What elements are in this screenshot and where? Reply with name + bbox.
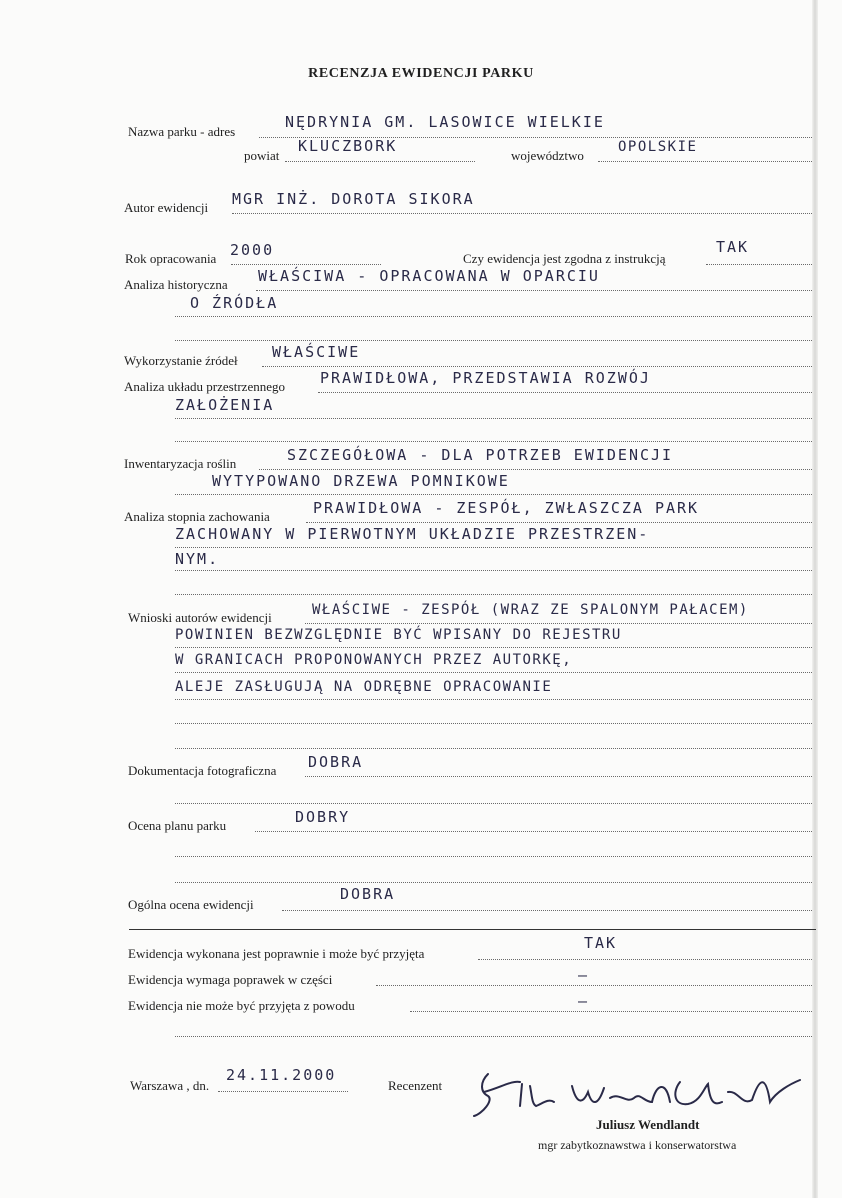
- page-binding-edge: [812, 0, 818, 1198]
- overall-rating-value: DOBRA: [340, 885, 396, 903]
- rejected-line-2: [175, 1036, 812, 1037]
- compliance-label: Czy ewidencja jest zgodna z instrukcją: [463, 251, 666, 266]
- plants-inventory-value-2: WYTYPOWANO DRZEWA POMNIKOWE: [212, 472, 510, 490]
- preservation-analysis-line-3: [175, 570, 812, 571]
- history-analysis-value-2: O ŹRÓDŁA: [190, 294, 279, 312]
- spatial-analysis-line-3: [175, 441, 812, 442]
- plants-inventory-label: Inwentaryzacja roślin: [124, 456, 237, 471]
- spatial-analysis-value-2: ZAŁOŻENIA: [175, 396, 275, 414]
- conclusions-line-3: [175, 672, 812, 673]
- plants-inventory-value-1: SZCZEGÓŁOWA - DLA POTRZEB EWIDENCJI: [287, 446, 674, 464]
- photo-docs-label: Dokumentacja fotograficzna: [128, 763, 277, 778]
- accepted-line: [478, 959, 812, 960]
- handwritten-signature: [460, 1062, 810, 1122]
- place-date-label: Warszawa , dn.: [130, 1078, 210, 1093]
- conclusions-value-4: ALEJE ZASŁUGUJĄ NA ODRĘBNE OPRACOWANIE: [175, 679, 553, 695]
- history-analysis-line-2: [175, 316, 812, 317]
- conclusions-label: Wnioski autorów ewidencji: [128, 610, 272, 625]
- history-analysis-line-1: [256, 290, 812, 291]
- photo-docs-line: [305, 776, 812, 777]
- sources-usage-value: WŁAŚCIWE: [272, 343, 361, 361]
- section-divider: [129, 929, 816, 930]
- author-line: [232, 213, 812, 214]
- history-analysis-label: Analiza historyczna: [124, 277, 228, 292]
- photo-docs-line-2: [175, 803, 812, 804]
- preservation-analysis-line-1: [306, 522, 812, 523]
- reviewer-title: mgr zabytkoznawstwa i konserwatorstwa: [538, 1138, 737, 1152]
- park-name-value: NĘDRYNIA GM. LASOWICE WIELKIE: [285, 113, 605, 131]
- spatial-analysis-value-1: PRAWIDŁOWA, PRZEDSTAWIA ROZWÓJ: [320, 369, 651, 387]
- accepted-label: Ewidencja wykonana jest poprawnie i może być przyjęta: [128, 946, 425, 961]
- accepted-value: TAK: [584, 934, 618, 952]
- overall-rating-label: Ogólna ocena ewidencji: [128, 897, 254, 912]
- plan-rating-line-3: [175, 882, 812, 883]
- plan-rating-label: Ocena planu parku: [128, 818, 227, 833]
- conclusions-line-1: [305, 623, 812, 624]
- plan-rating-line: [255, 831, 812, 832]
- park-name-label: Nazwa parku - adres: [128, 124, 236, 139]
- corrections-line: [376, 985, 812, 986]
- preservation-analysis-line-4: [175, 594, 812, 595]
- spatial-analysis-line-2: [175, 418, 812, 419]
- preservation-analysis-value-1: PRAWIDŁOWA - ZESPÓŁ, ZWŁASZCZA PARK: [313, 499, 700, 517]
- author-value: MGR INŻ. DOROTA SIKORA: [232, 190, 475, 208]
- conclusions-value-2: POWINIEN BEZWZGLĘDNIE BYĆ WPISANY DO REJESTRU: [175, 627, 622, 643]
- compliance-value: TAK: [716, 238, 750, 256]
- plan-rating-line-2: [175, 856, 812, 857]
- form-title: RECENZJA EWIDENCJI PARKU: [308, 66, 534, 81]
- year-value: 2000: [230, 241, 275, 259]
- conclusions-value-1: WŁAŚCIWE - ZESPÓŁ (WRAZ ZE SPALONYM PAŁACEM): [312, 602, 749, 618]
- date-value: 24.11.2000: [226, 1066, 337, 1084]
- conclusions-line-5: [175, 723, 812, 724]
- history-analysis-value-1: WŁAŚCIWA - OPRACOWANA W OPARCIU: [258, 267, 600, 285]
- voivodeship-label: województwo: [511, 148, 584, 163]
- conclusions-value-3: W GRANICACH PROPONOWANYCH PRZEZ AUTORKĘ,: [175, 652, 573, 668]
- plants-inventory-line-2: [175, 494, 812, 495]
- preservation-analysis-label: Analiza stopnia zachowania: [124, 509, 270, 524]
- rejected-line: [410, 1011, 812, 1012]
- rejected-label: Ewidencja nie może być przyjęta z powodu: [128, 998, 355, 1013]
- county-line: [285, 161, 475, 162]
- reviewer-name: Juliusz Wendlandt: [596, 1117, 700, 1132]
- preservation-analysis-value-2: ZACHOWANY W PIERWOTNYM UKŁADZIE PRZESTRZEN-: [175, 525, 650, 543]
- photo-docs-value: DOBRA: [308, 753, 364, 771]
- corrections-value: —: [578, 966, 590, 984]
- sources-usage-line: [262, 366, 812, 367]
- county-value: KLUCZBORK: [298, 137, 398, 155]
- conclusions-line-4: [175, 699, 812, 700]
- compliance-line: [706, 264, 812, 265]
- year-line: [231, 264, 381, 265]
- spatial-analysis-label: Analiza układu przestrzennego: [124, 379, 285, 394]
- preservation-analysis-value-3: NYM.: [175, 550, 220, 568]
- overall-rating-line: [282, 910, 812, 911]
- voivodeship-value: OPOLSKIE: [618, 139, 698, 155]
- rejected-value: —: [578, 992, 590, 1010]
- author-label: Autor ewidencji: [124, 200, 209, 215]
- spatial-analysis-line-1: [318, 392, 812, 393]
- plan-rating-value: DOBRY: [295, 808, 351, 826]
- conclusions-line-2: [175, 647, 812, 648]
- corrections-label: Ewidencja wymaga poprawek w części: [128, 972, 333, 987]
- county-label: powiat: [244, 148, 280, 163]
- sources-usage-label: Wykorzystanie źródeł: [124, 353, 238, 368]
- plants-inventory-line-1: [259, 469, 812, 470]
- preservation-analysis-line-2: [175, 547, 812, 548]
- history-analysis-line-3: [175, 340, 812, 341]
- voivodeship-line: [598, 161, 812, 162]
- conclusions-line-6: [175, 748, 812, 749]
- date-line: [218, 1091, 348, 1092]
- year-label: Rok opracowania: [125, 251, 217, 266]
- reviewer-label: Recenzent: [388, 1078, 443, 1093]
